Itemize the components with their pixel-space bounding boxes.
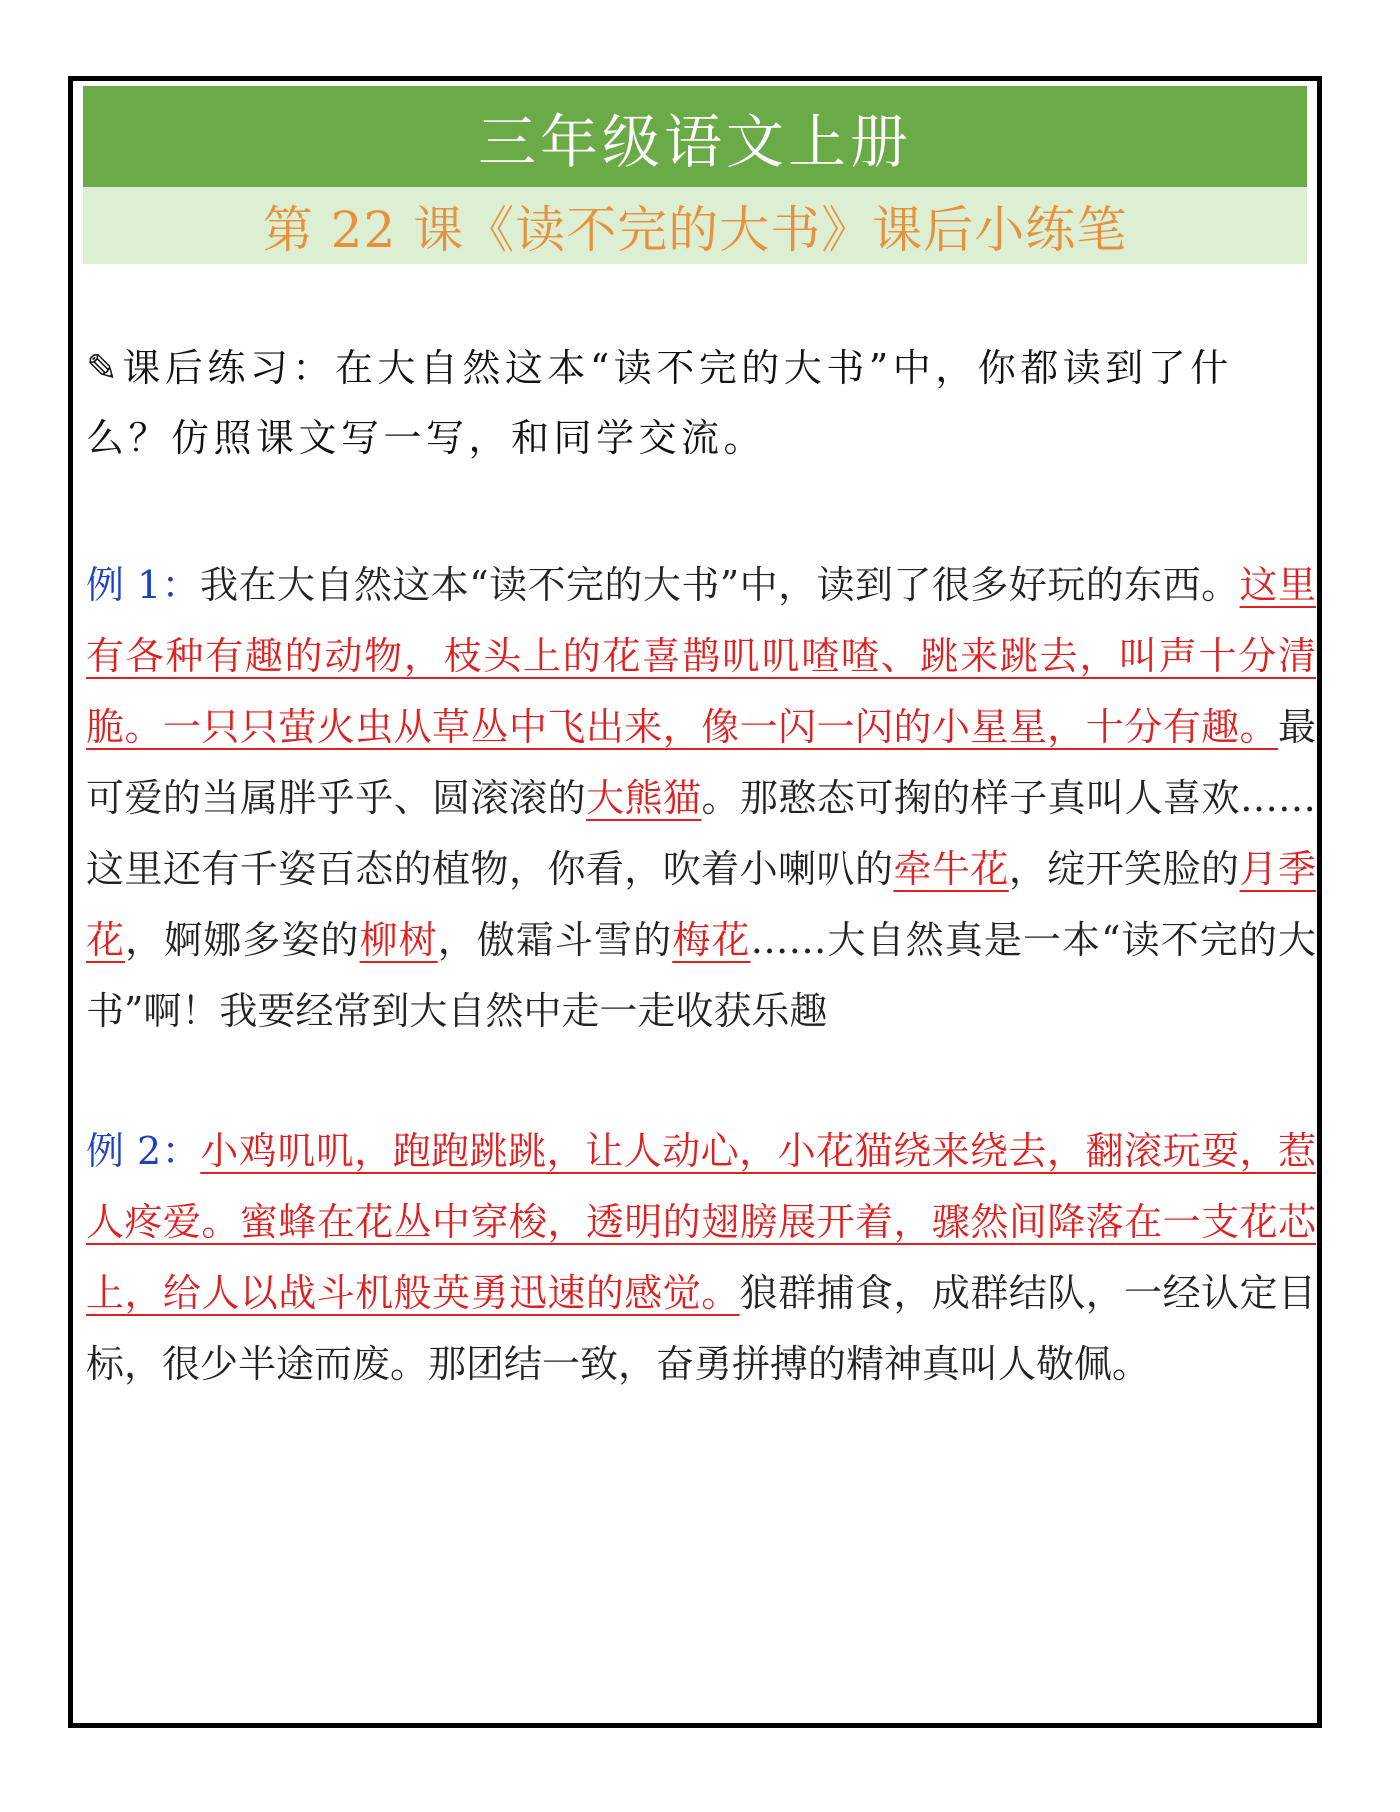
example-1 <box>86 550 1316 1047</box>
example-1-segment: ，婀娜多姿的 <box>125 918 360 962</box>
example-1-segment: ，绽开笑脸的 <box>1008 847 1240 891</box>
example-1-highlight: 牵牛花 <box>893 847 1009 891</box>
pencil-icon: ✎ <box>86 346 123 390</box>
subtitle-bar <box>83 187 1307 264</box>
example-1-label: 例 1： <box>86 563 201 607</box>
example-1-segment: ……大自然真是一本“读不完的大书”啊！我要经常到大自然中走一走收获乐趣 <box>86 918 1316 1033</box>
example-2-label: 例 2： <box>86 1129 201 1173</box>
page-title: 三年级语文上册 <box>477 107 912 176</box>
content-area <box>86 333 1316 1400</box>
example-1-highlight: 大熊猫 <box>586 776 702 820</box>
example-1-highlight: 梅花 <box>672 918 751 962</box>
example-2-highlight: 小鸡叽叽，跑跑跳跳，让人动心，小花猫绕来绕去，翻滚玩耍，惹人疼爱。蜜蜂在花丛中穿梭，透明的翅膀展开着，骤然间降落在一支花芯上，给人以战斗机般英勇迅速的感觉。 <box>86 1129 1316 1315</box>
exercise-prompt <box>86 333 1316 473</box>
example-1-segment: 我在大自然这本“读不完的大书”中，读到了很多好玩的东西。 <box>200 563 1240 607</box>
header-band <box>83 86 1307 264</box>
example-1-highlight: 这里有各种有趣的动物，枝头上的花喜鹊叽叽喳喳、跳来跳去，叫声十分清脆。一只只萤火虫从草丛中飞出来，像一闪一闪的小星星，十分有趣。 <box>86 563 1316 749</box>
page-frame <box>68 76 1322 1728</box>
example-1-segment: ，傲霜斗雪的 <box>437 918 673 962</box>
example-1-segment: 。那憨态可掬的样子真叫人喜欢……这里还有千姿百态的植物，你看，吹着小喇叭的 <box>86 776 1316 891</box>
lesson-subtitle: 第 22 课《读不完的大书》课后小练笔 <box>262 200 1128 259</box>
example-1-highlight: 柳树 <box>359 918 438 962</box>
example-1-segment: 最可爱的当属胖乎乎、圆滚滚的 <box>86 705 1316 820</box>
example-2 <box>86 1116 1316 1400</box>
exercise-text: 课后练习：在大自然这本“读不完的大书”中，你都读到了什么？仿照课文写一写，和同学交流。 <box>86 346 1233 460</box>
title-bar <box>83 86 1307 187</box>
example-1-highlight: 月季花 <box>86 847 1316 962</box>
example-2-segment: 狼群捕食，成群结队，一经认定目标，很少半途而废。那团结一致，奋勇拼搏的精神真叫人敬佩。 <box>86 1271 1316 1386</box>
